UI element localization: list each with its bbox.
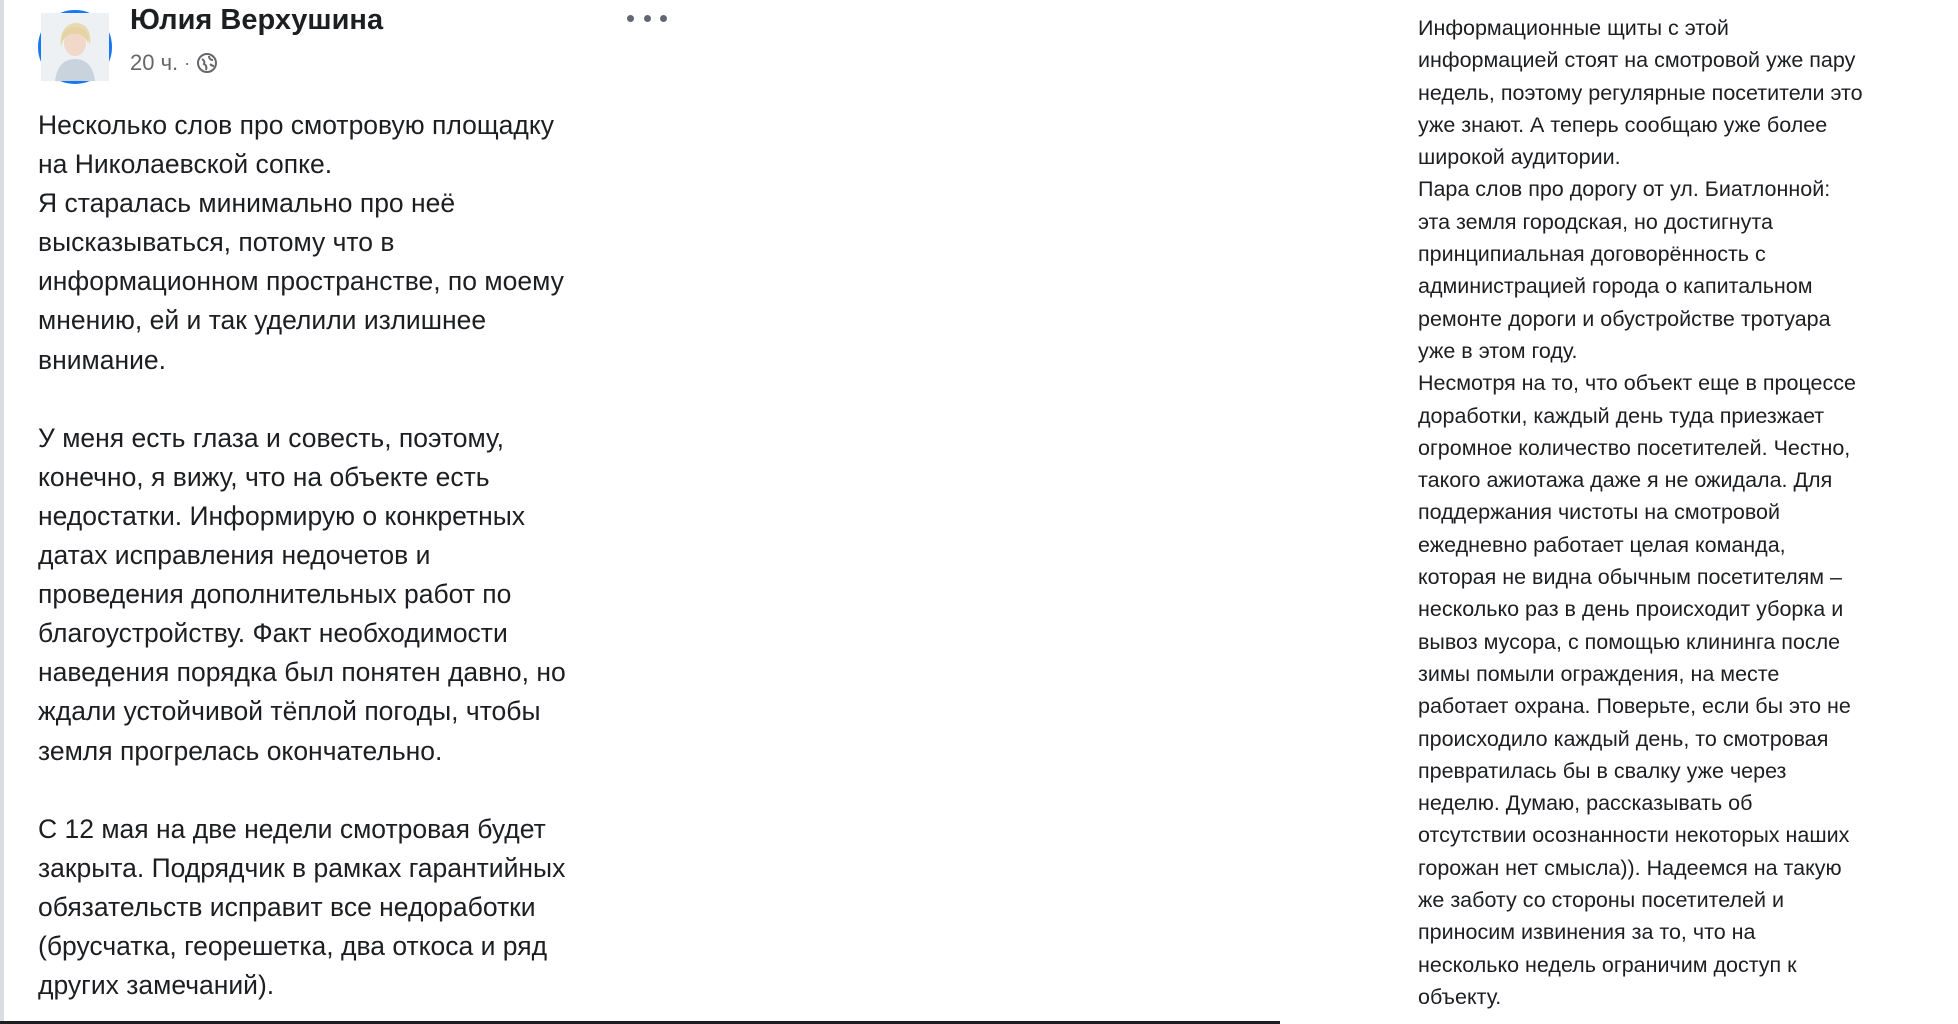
post-line: администрацией города о капитальном xyxy=(1418,274,1813,299)
panel-edge-divider xyxy=(0,0,4,1024)
more-dot-icon xyxy=(644,15,651,22)
post-line: благоустройству. Факт необходимости xyxy=(38,618,508,649)
post-line: приносим извинения за то, что на xyxy=(1418,920,1756,945)
post-line: информацией стоят на смотровой уже пару xyxy=(1418,48,1856,73)
paragraph-gap xyxy=(38,380,688,419)
post-line: зимы помыли ограждения, на месте xyxy=(1418,661,1780,686)
author-name[interactable]: Юлия Верхушина xyxy=(130,4,384,36)
post-line: превратилась бы в свалку уже через xyxy=(1418,758,1787,783)
post-line: ежедневно работает целая команда, xyxy=(1418,532,1786,557)
post-line: Пара слов про дорогу от ул. Биатлонной: xyxy=(1418,177,1831,202)
post-line: высказываться, потому что в xyxy=(38,227,395,258)
post-line: же заботу со стороны посетителей и xyxy=(1418,888,1784,913)
post-line: поддержания чистоты на смотровой xyxy=(1418,500,1781,525)
post-line: (брусчатка, георешетка, два откоса и ряд xyxy=(38,930,548,961)
more-options-button[interactable] xyxy=(627,6,667,30)
post-line: конечно, я вижу, что на объекте есть xyxy=(38,461,490,492)
avatar-photo-icon xyxy=(41,13,109,81)
post-line: У меня есть глаза и совесть, поэтому, xyxy=(38,422,505,453)
post-line: эта земля городская, но достигнута xyxy=(1418,209,1773,234)
post-line: Несмотря на то, что объект еще в процессе xyxy=(1418,371,1856,396)
post-line: неделю. Думаю, рассказывать об xyxy=(1418,791,1753,816)
post-line: С 12 мая на две недели смотровая будет xyxy=(38,813,546,844)
post-left-panel xyxy=(0,0,700,1024)
post-line: вывоз мусора, с помощью клининга после xyxy=(1418,629,1841,654)
post-line: наведения порядка был понятен давно, но xyxy=(38,657,566,688)
post-line: широкой аудитории. xyxy=(1418,145,1621,170)
post-line: обязательств исправит все недоработки xyxy=(38,891,536,922)
post-text-right xyxy=(1418,12,1958,1013)
globe-icon[interactable] xyxy=(196,52,218,74)
post-line: закрыта. Подрядчик в рамках гарантийных xyxy=(38,852,566,883)
meta-separator: · xyxy=(184,53,191,73)
post-timestamp[interactable]: 20 ч. xyxy=(130,50,179,75)
post-line: такого ажиотажа даже я не ожидала. Для xyxy=(1418,468,1833,493)
post-line: на Николаевской сопке. xyxy=(38,149,333,180)
post-line: происходило каждый день, то смотровая xyxy=(1418,726,1829,751)
post-line: датах исправления недочетов и xyxy=(38,540,431,571)
post-line: ремонте дороги и обустройстве тротуара xyxy=(1418,306,1831,331)
more-dot-icon xyxy=(660,15,667,22)
post-line: Я старалась минимально про неё xyxy=(38,188,456,219)
post-line: которая не видна обычным посетителям – xyxy=(1418,565,1843,590)
post-right-panel xyxy=(700,0,1863,1024)
post-line: других замечаний). xyxy=(38,970,275,1001)
post-line: недель, поэтому регулярные посетители это xyxy=(1418,80,1863,105)
post-text-left xyxy=(38,106,688,1005)
post-meta xyxy=(130,48,218,78)
post-line: Несколько слов про смотровую площадку xyxy=(38,110,555,140)
post-line: несколько недель ограничим доступ к xyxy=(1418,952,1797,977)
post-line: работает охрана. Поверьте, если бы это не xyxy=(1418,694,1851,719)
post-line: отсутствии осознанности некоторых наших xyxy=(1418,823,1850,848)
post-line: уже знают. А теперь сообщаю уже более xyxy=(1418,112,1828,137)
post-line: ждали устойчивой тёплой погоды, чтобы xyxy=(38,696,541,727)
post-line: объекту. xyxy=(1418,984,1502,1009)
post-line: Информационные щиты с этой xyxy=(1418,16,1729,40)
post-line: несколько раз в день происходит уборка и xyxy=(1418,597,1844,622)
post-line: мнению, ей и так уделили излишнее xyxy=(38,305,487,336)
author-avatar[interactable] xyxy=(38,10,112,84)
post-line: уже в этом году. xyxy=(1418,338,1578,363)
paragraph-gap xyxy=(38,771,688,810)
post-line: горожан нет смысла)). Надеемся на такую xyxy=(1418,855,1842,880)
post-line: проведения дополнительных работ по xyxy=(38,579,512,610)
post-line: доработки, каждый день туда приезжает xyxy=(1418,403,1825,428)
post-line: земля прогрелась окончательно. xyxy=(38,735,443,766)
post-line: информационном пространстве, по моему xyxy=(38,266,564,297)
post-line: принципиальная договорённость с xyxy=(1418,242,1766,267)
more-dot-icon xyxy=(627,15,634,22)
post-line: недостатки. Информирую о конкретных xyxy=(38,500,526,531)
post-line: огромное количество посетителей. Честно, xyxy=(1418,435,1851,460)
post-line: внимание. xyxy=(38,344,167,375)
